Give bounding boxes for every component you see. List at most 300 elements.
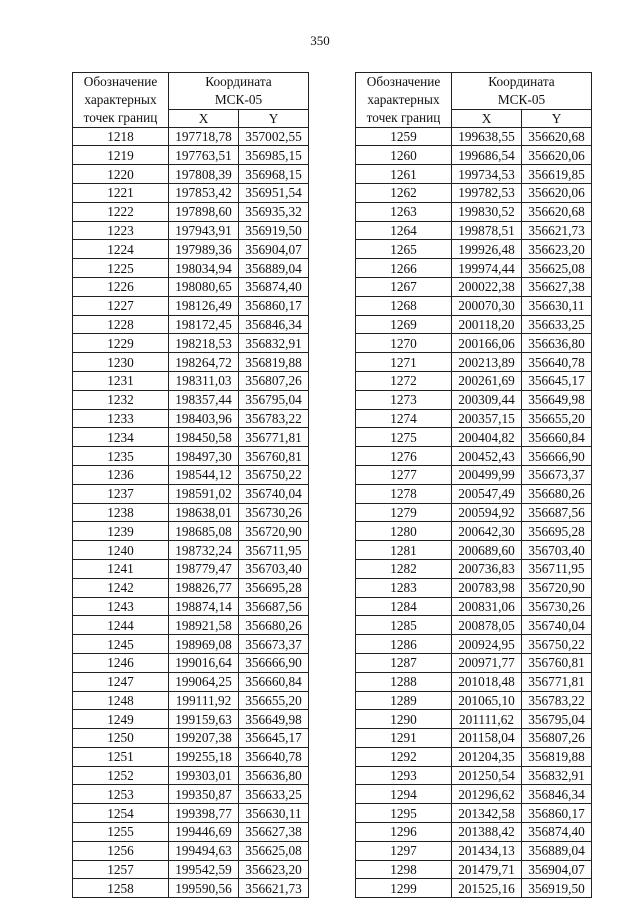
x-coordinate-cell: 200309,44 <box>452 390 522 409</box>
y-coordinate-cell: 356846,34 <box>239 315 309 334</box>
y-coordinate-cell: 356623,20 <box>522 240 592 259</box>
table-row <box>356 127 592 146</box>
table-row <box>73 672 309 691</box>
point-id-cell: 1284 <box>356 597 452 616</box>
y-coordinate-cell: 356619,85 <box>522 165 592 184</box>
table-body-left <box>73 127 309 898</box>
point-id-cell: 1235 <box>73 447 169 466</box>
table-row <box>356 597 592 616</box>
x-coordinate-cell: 200166,06 <box>452 334 522 353</box>
point-id-cell: 1258 <box>73 879 169 898</box>
x-coordinate-cell: 199542,59 <box>169 860 239 879</box>
table-row <box>73 541 309 560</box>
x-coordinate-cell: 199159,63 <box>169 710 239 729</box>
table-row <box>356 503 592 522</box>
point-id-cell: 1255 <box>73 823 169 842</box>
table-row <box>73 428 309 447</box>
table-row <box>356 183 592 202</box>
table-row <box>356 729 592 748</box>
table-row <box>73 766 309 785</box>
table-row <box>356 221 592 240</box>
table-row <box>73 785 309 804</box>
table-row <box>356 296 592 315</box>
table-row <box>73 484 309 503</box>
point-id-cell: 1240 <box>73 541 169 560</box>
table-row <box>356 559 592 578</box>
table-row <box>356 691 592 710</box>
x-coordinate-cell: 200924,95 <box>452 635 522 654</box>
point-id-cell: 1259 <box>356 127 452 146</box>
x-coordinate-cell: 199303,01 <box>169 766 239 785</box>
x-coordinate-cell: 199446,69 <box>169 823 239 842</box>
table-row <box>73 221 309 240</box>
y-coordinate-cell: 356771,81 <box>522 672 592 691</box>
table-row <box>73 522 309 541</box>
table-row <box>73 334 309 353</box>
x-coordinate-cell: 200357,15 <box>452 409 522 428</box>
y-coordinate-cell: 356860,17 <box>239 296 309 315</box>
point-id-cell: 1285 <box>356 616 452 635</box>
table-row <box>73 578 309 597</box>
x-coordinate-cell: 200213,89 <box>452 353 522 372</box>
table-row <box>73 616 309 635</box>
y-coordinate-cell: 356874,40 <box>522 823 592 842</box>
point-id-cell: 1275 <box>356 428 452 447</box>
table-row <box>356 710 592 729</box>
y-coordinate-cell: 356783,22 <box>239 409 309 428</box>
x-coordinate-cell: 198591,02 <box>169 484 239 503</box>
point-id-cell: 1237 <box>73 484 169 503</box>
table-row <box>73 409 309 428</box>
point-id-cell: 1282 <box>356 559 452 578</box>
y-coordinate-cell: 356919,50 <box>239 221 309 240</box>
point-id-cell: 1288 <box>356 672 452 691</box>
x-coordinate-cell: 197853,42 <box>169 183 239 202</box>
point-id-cell: 1230 <box>73 353 169 372</box>
y-coordinate-cell: 356666,90 <box>239 653 309 672</box>
point-id-cell: 1232 <box>73 390 169 409</box>
point-id-cell: 1254 <box>73 804 169 823</box>
point-id-cell: 1231 <box>73 371 169 390</box>
point-id-cell: 1251 <box>73 747 169 766</box>
point-id-cell: 1223 <box>73 221 169 240</box>
point-id-cell: 1266 <box>356 259 452 278</box>
point-id-cell: 1277 <box>356 465 452 484</box>
point-id-cell: 1280 <box>356 522 452 541</box>
table-row <box>356 578 592 597</box>
point-id-cell: 1295 <box>356 804 452 823</box>
table-row <box>356 353 592 372</box>
point-id-cell: 1278 <box>356 484 452 503</box>
x-coordinate-cell: 198544,12 <box>169 465 239 484</box>
x-coordinate-cell: 201434,13 <box>452 841 522 860</box>
point-id-cell: 1246 <box>73 653 169 672</box>
y-coordinate-cell: 356760,81 <box>522 653 592 672</box>
y-coordinate-cell: 356655,20 <box>239 691 309 710</box>
x-coordinate-cell: 198403,96 <box>169 409 239 428</box>
y-coordinate-cell: 356633,25 <box>239 785 309 804</box>
y-coordinate-cell: 356627,38 <box>239 823 309 842</box>
x-coordinate-cell: 199686,54 <box>452 146 522 165</box>
y-coordinate-cell: 356687,56 <box>239 597 309 616</box>
x-coordinate-cell: 200642,30 <box>452 522 522 541</box>
y-coordinate-cell: 356660,84 <box>239 672 309 691</box>
y-coordinate-cell: 356711,95 <box>239 541 309 560</box>
x-coordinate-cell: 198497,30 <box>169 447 239 466</box>
point-id-cell: 1263 <box>356 202 452 221</box>
point-id-cell: 1270 <box>356 334 452 353</box>
point-id-cell: 1299 <box>356 879 452 898</box>
x-coordinate-cell: 201158,04 <box>452 729 522 748</box>
table-row <box>356 146 592 165</box>
table-row <box>73 146 309 165</box>
y-coordinate-cell: 356807,26 <box>239 371 309 390</box>
y-coordinate-cell: 356620,06 <box>522 146 592 165</box>
table-row <box>356 315 592 334</box>
y-coordinate-cell: 356730,26 <box>239 503 309 522</box>
y-coordinate-cell: 356660,84 <box>522 428 592 447</box>
table-row <box>73 240 309 259</box>
x-coordinate-cell: 198357,44 <box>169 390 239 409</box>
x-coordinate-cell: 199494,63 <box>169 841 239 860</box>
table-row <box>73 710 309 729</box>
point-id-cell: 1238 <box>73 503 169 522</box>
table-row <box>73 597 309 616</box>
point-id-cell: 1262 <box>356 183 452 202</box>
x-coordinate-cell: 199064,25 <box>169 672 239 691</box>
y-coordinate-cell: 356703,40 <box>239 559 309 578</box>
y-coordinate-cell: 356666,90 <box>522 447 592 466</box>
table-row <box>73 127 309 146</box>
x-column-header: X <box>169 109 239 127</box>
table-row <box>73 841 309 860</box>
y-coordinate-cell: 356625,08 <box>239 841 309 860</box>
y-coordinate-cell: 356760,81 <box>239 447 309 466</box>
x-coordinate-cell: 200831,06 <box>452 597 522 616</box>
point-id-cell: 1264 <box>356 221 452 240</box>
x-coordinate-cell: 199590,56 <box>169 879 239 898</box>
x-coordinate-cell: 198638,01 <box>169 503 239 522</box>
y-coordinate-cell: 356636,80 <box>239 766 309 785</box>
x-coordinate-cell: 199878,51 <box>452 221 522 240</box>
table-row <box>356 804 592 823</box>
y-coordinate-cell: 356627,38 <box>522 277 592 296</box>
table-body-right <box>356 127 592 898</box>
table-row <box>356 428 592 447</box>
coordinates-table-left <box>72 72 309 898</box>
x-coordinate-cell: 198732,24 <box>169 541 239 560</box>
x-coordinate-cell: 197808,39 <box>169 165 239 184</box>
y-coordinate-cell: 356621,73 <box>239 879 309 898</box>
point-id-cell: 1296 <box>356 823 452 842</box>
x-coordinate-cell: 199830,52 <box>452 202 522 221</box>
coordinate-system-header: Координата МСК-05 <box>452 73 592 110</box>
x-coordinate-cell: 199016,64 <box>169 653 239 672</box>
y-coordinate-cell: 356621,73 <box>522 221 592 240</box>
x-coordinate-cell: 200404,82 <box>452 428 522 447</box>
x-coordinate-cell: 198969,08 <box>169 635 239 654</box>
table-row <box>73 202 309 221</box>
table-row <box>73 729 309 748</box>
point-id-cell: 1226 <box>73 277 169 296</box>
y-coordinate-cell: 356889,04 <box>239 259 309 278</box>
point-id-cell: 1297 <box>356 841 452 860</box>
point-id-cell: 1221 <box>73 183 169 202</box>
point-id-cell: 1250 <box>73 729 169 748</box>
x-coordinate-cell: 199782,53 <box>452 183 522 202</box>
table-row <box>73 503 309 522</box>
point-id-cell: 1279 <box>356 503 452 522</box>
y-coordinate-cell: 356711,95 <box>522 559 592 578</box>
y-coordinate-cell: 356636,80 <box>522 334 592 353</box>
point-id-cell: 1228 <box>73 315 169 334</box>
y-coordinate-cell: 356625,08 <box>522 259 592 278</box>
x-coordinate-cell: 199638,55 <box>452 127 522 146</box>
table-row <box>73 277 309 296</box>
y-coordinate-cell: 356687,56 <box>522 503 592 522</box>
x-coordinate-cell: 197989,36 <box>169 240 239 259</box>
x-coordinate-cell: 198172,45 <box>169 315 239 334</box>
y-coordinate-cell: 356649,98 <box>522 390 592 409</box>
point-id-cell: 1219 <box>73 146 169 165</box>
y-column-header: Y <box>239 109 309 127</box>
x-coordinate-cell: 197718,78 <box>169 127 239 146</box>
y-coordinate-cell: 356832,91 <box>522 766 592 785</box>
table-row <box>356 465 592 484</box>
x-column-header: X <box>452 109 522 127</box>
table-row <box>73 860 309 879</box>
y-coordinate-cell: 356673,37 <box>239 635 309 654</box>
y-coordinate-cell: 356695,28 <box>239 578 309 597</box>
y-coordinate-cell: 356730,26 <box>522 597 592 616</box>
coordinate-system-header: Координата МСК-05 <box>169 73 309 110</box>
table-row <box>356 672 592 691</box>
y-coordinate-cell: 356750,22 <box>239 465 309 484</box>
y-coordinate-cell: 356985,15 <box>239 146 309 165</box>
y-coordinate-cell: 356620,68 <box>522 127 592 146</box>
point-id-cell: 1243 <box>73 597 169 616</box>
x-coordinate-cell: 200499,99 <box>452 465 522 484</box>
y-coordinate-cell: 356795,04 <box>239 390 309 409</box>
table-row <box>73 823 309 842</box>
y-coordinate-cell: 356795,04 <box>522 710 592 729</box>
table-row <box>73 559 309 578</box>
table-row <box>73 183 309 202</box>
x-coordinate-cell: 197943,91 <box>169 221 239 240</box>
x-coordinate-cell: 200452,43 <box>452 447 522 466</box>
point-id-cell: 1283 <box>356 578 452 597</box>
x-coordinate-cell: 201388,42 <box>452 823 522 842</box>
point-id-cell: 1293 <box>356 766 452 785</box>
x-coordinate-cell: 198218,53 <box>169 334 239 353</box>
x-coordinate-cell: 200022,38 <box>452 277 522 296</box>
y-coordinate-cell: 356740,04 <box>522 616 592 635</box>
table-row <box>356 390 592 409</box>
table-row <box>356 202 592 221</box>
x-coordinate-cell: 198685,08 <box>169 522 239 541</box>
table-row <box>356 541 592 560</box>
x-coordinate-cell: 201342,58 <box>452 804 522 823</box>
y-coordinate-cell: 356832,91 <box>239 334 309 353</box>
x-coordinate-cell: 199111,92 <box>169 691 239 710</box>
x-coordinate-cell: 200689,60 <box>452 541 522 560</box>
y-coordinate-cell: 356740,04 <box>239 484 309 503</box>
point-id-cell: 1276 <box>356 447 452 466</box>
x-coordinate-cell: 200878,05 <box>452 616 522 635</box>
point-id-cell: 1268 <box>356 296 452 315</box>
y-coordinate-cell: 356695,28 <box>522 522 592 541</box>
point-id-cell: 1291 <box>356 729 452 748</box>
table-row <box>356 616 592 635</box>
point-id-cell: 1229 <box>73 334 169 353</box>
table-row <box>73 653 309 672</box>
y-coordinate-cell: 356750,22 <box>522 635 592 654</box>
table-row <box>73 447 309 466</box>
point-id-cell: 1292 <box>356 747 452 766</box>
table-row <box>73 747 309 766</box>
point-id-cell: 1272 <box>356 371 452 390</box>
table-row <box>73 635 309 654</box>
x-coordinate-cell: 201250,54 <box>452 766 522 785</box>
y-coordinate-cell: 356935,32 <box>239 202 309 221</box>
point-id-cell: 1287 <box>356 653 452 672</box>
y-coordinate-cell: 356919,50 <box>522 879 592 898</box>
y-column-header: Y <box>522 109 592 127</box>
y-coordinate-cell: 356620,68 <box>522 202 592 221</box>
table-row <box>356 860 592 879</box>
table-row <box>356 277 592 296</box>
point-id-cell: 1222 <box>73 202 169 221</box>
point-id-cell: 1239 <box>73 522 169 541</box>
table-row <box>73 804 309 823</box>
point-id-cell: 1269 <box>356 315 452 334</box>
point-id-cell: 1271 <box>356 353 452 372</box>
point-id-cell: 1290 <box>356 710 452 729</box>
y-coordinate-cell: 356680,26 <box>522 484 592 503</box>
table-row <box>356 447 592 466</box>
table-row <box>356 409 592 428</box>
table-row <box>73 296 309 315</box>
x-coordinate-cell: 201296,62 <box>452 785 522 804</box>
y-coordinate-cell: 356720,90 <box>239 522 309 541</box>
x-coordinate-cell: 197898,60 <box>169 202 239 221</box>
x-coordinate-cell: 198264,72 <box>169 353 239 372</box>
y-coordinate-cell: 356620,06 <box>522 183 592 202</box>
table-row <box>73 390 309 409</box>
x-coordinate-cell: 200736,83 <box>452 559 522 578</box>
point-id-cell: 1242 <box>73 578 169 597</box>
y-coordinate-cell: 357002,55 <box>239 127 309 146</box>
x-coordinate-cell: 199350,87 <box>169 785 239 804</box>
x-coordinate-cell: 201525,16 <box>452 879 522 898</box>
y-coordinate-cell: 356874,40 <box>239 277 309 296</box>
y-coordinate-cell: 356630,11 <box>239 804 309 823</box>
x-coordinate-cell: 200547,49 <box>452 484 522 503</box>
x-coordinate-cell: 197763,51 <box>169 146 239 165</box>
y-coordinate-cell: 356968,15 <box>239 165 309 184</box>
table-row <box>356 747 592 766</box>
point-id-cell: 1245 <box>73 635 169 654</box>
x-coordinate-cell: 198826,77 <box>169 578 239 597</box>
y-coordinate-cell: 356904,07 <box>522 860 592 879</box>
x-coordinate-cell: 199926,48 <box>452 240 522 259</box>
point-id-cell: 1298 <box>356 860 452 879</box>
y-coordinate-cell: 356783,22 <box>522 691 592 710</box>
x-coordinate-cell: 198450,58 <box>169 428 239 447</box>
table-row <box>356 635 592 654</box>
y-coordinate-cell: 356623,20 <box>239 860 309 879</box>
y-coordinate-cell: 356951,54 <box>239 183 309 202</box>
table-row <box>356 823 592 842</box>
x-coordinate-cell: 199734,53 <box>452 165 522 184</box>
x-coordinate-cell: 198921,58 <box>169 616 239 635</box>
y-coordinate-cell: 356846,34 <box>522 785 592 804</box>
y-coordinate-cell: 356645,17 <box>239 729 309 748</box>
y-coordinate-cell: 356860,17 <box>522 804 592 823</box>
x-coordinate-cell: 200070,30 <box>452 296 522 315</box>
x-coordinate-cell: 199207,38 <box>169 729 239 748</box>
point-id-cell: 1227 <box>73 296 169 315</box>
point-label-header: Обозначение характерных точек границ <box>356 73 452 128</box>
x-coordinate-cell: 198034,94 <box>169 259 239 278</box>
table-row <box>356 259 592 278</box>
table-row <box>73 371 309 390</box>
y-coordinate-cell: 356680,26 <box>239 616 309 635</box>
point-id-cell: 1236 <box>73 465 169 484</box>
x-coordinate-cell: 200118,20 <box>452 315 522 334</box>
x-coordinate-cell: 199974,44 <box>452 259 522 278</box>
y-coordinate-cell: 356904,07 <box>239 240 309 259</box>
point-id-cell: 1249 <box>73 710 169 729</box>
table-row <box>356 334 592 353</box>
table-row <box>73 315 309 334</box>
point-id-cell: 1233 <box>73 409 169 428</box>
x-coordinate-cell: 201204,35 <box>452 747 522 766</box>
page-number: 350 <box>310 33 330 48</box>
x-coordinate-cell: 198080,65 <box>169 277 239 296</box>
table-row <box>73 165 309 184</box>
x-coordinate-cell: 200783,98 <box>452 578 522 597</box>
point-id-cell: 1273 <box>356 390 452 409</box>
y-coordinate-cell: 356819,88 <box>239 353 309 372</box>
y-coordinate-cell: 356819,88 <box>522 747 592 766</box>
x-coordinate-cell: 201479,71 <box>452 860 522 879</box>
table-row <box>356 841 592 860</box>
point-id-cell: 1248 <box>73 691 169 710</box>
table-row <box>73 691 309 710</box>
table-row <box>73 879 309 898</box>
x-coordinate-cell: 199398,77 <box>169 804 239 823</box>
x-coordinate-cell: 201111,62 <box>452 710 522 729</box>
y-coordinate-cell: 356645,17 <box>522 371 592 390</box>
point-id-cell: 1261 <box>356 165 452 184</box>
point-id-cell: 1241 <box>73 559 169 578</box>
point-id-cell: 1286 <box>356 635 452 654</box>
point-id-cell: 1220 <box>73 165 169 184</box>
y-coordinate-cell: 356807,26 <box>522 729 592 748</box>
point-id-cell: 1260 <box>356 146 452 165</box>
x-coordinate-cell: 198126,49 <box>169 296 239 315</box>
point-id-cell: 1257 <box>73 860 169 879</box>
y-coordinate-cell: 356771,81 <box>239 428 309 447</box>
y-coordinate-cell: 356640,78 <box>239 747 309 766</box>
point-id-cell: 1247 <box>73 672 169 691</box>
x-coordinate-cell: 201018,48 <box>452 672 522 691</box>
table-row <box>356 371 592 390</box>
point-id-cell: 1234 <box>73 428 169 447</box>
point-id-cell: 1289 <box>356 691 452 710</box>
y-coordinate-cell: 356889,04 <box>522 841 592 860</box>
